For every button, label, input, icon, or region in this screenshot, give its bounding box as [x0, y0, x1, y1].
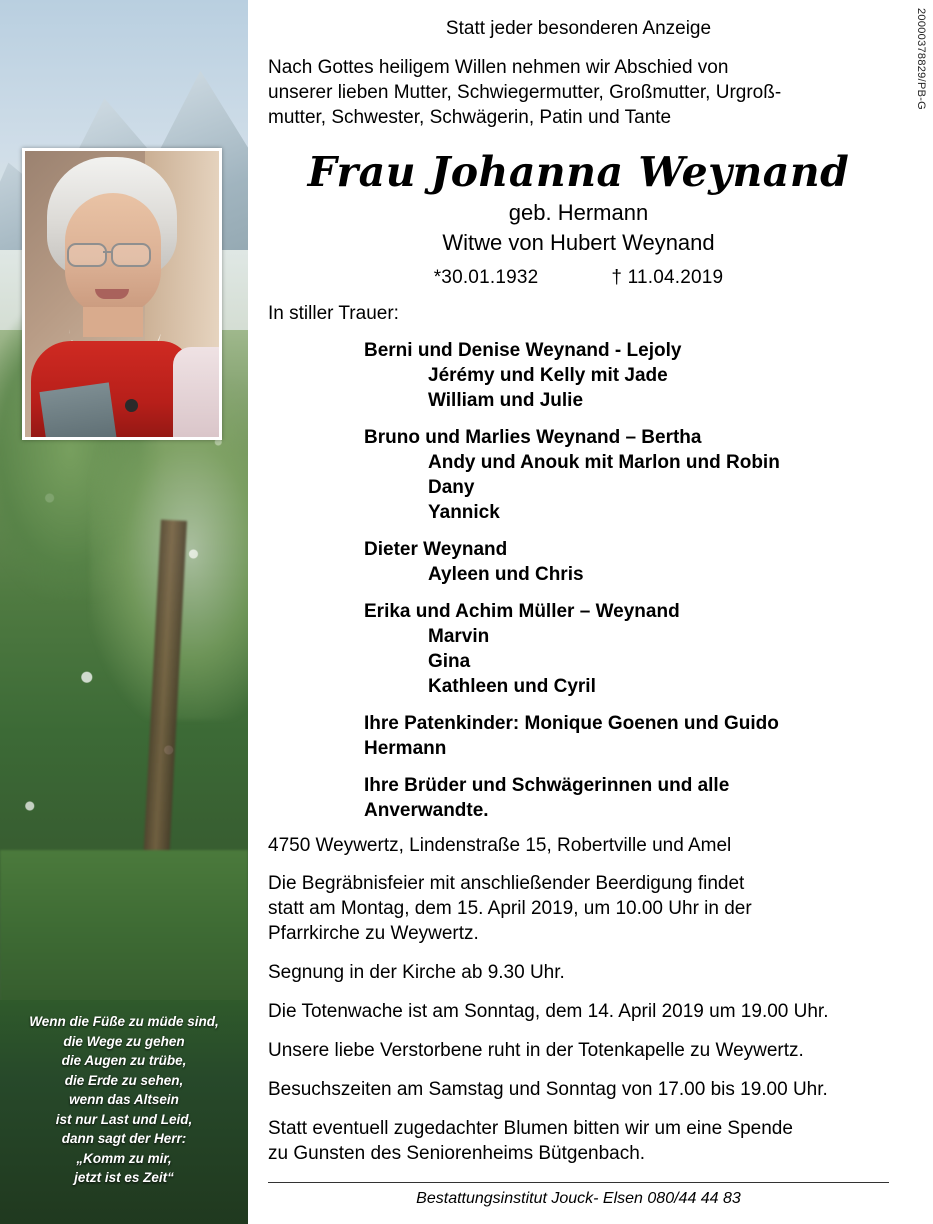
family-sub: Andy und Anouk mit Marlon und Robin	[428, 452, 780, 473]
godchildren-group	[268, 711, 889, 761]
portrait-button	[125, 399, 138, 412]
intro-line-1: Nach Gottes heiligem Willen nehmen wir Abschied von	[268, 57, 729, 78]
funeral-home-footer: Bestattungsinstitut Jouck- Elsen 080/44 44 83	[416, 1190, 741, 1207]
family-sub: Jérémy und Kelly mit Jade	[428, 365, 668, 386]
funeral-line-2: statt am Montag, dem 15. April 2019, um 10.00 Uhr in der	[268, 898, 752, 919]
portrait-mouth	[95, 289, 129, 299]
portrait-photo	[22, 148, 222, 440]
poem-line: „Komm zu mir,	[76, 1150, 172, 1166]
memorial-poem	[0, 1012, 248, 1188]
poem-line: die Erde zu sehen,	[64, 1072, 184, 1088]
donation-info	[268, 1116, 889, 1166]
poem-line: die Augen zu trübe,	[61, 1053, 187, 1068]
deceased-name: Frau Johanna Weynand	[307, 148, 850, 196]
family-sub: Yannick	[428, 502, 500, 523]
family-main: Bruno und Marlies Weynand – Bertha	[364, 427, 702, 448]
blessing-info: Segnung in der Kirche ab 9.30 Uhr.	[268, 962, 565, 983]
family-main: Dieter Weynand	[364, 539, 508, 560]
funeral-line-1: Die Begräbnisfeier mit anschließender Beerdigung findet	[268, 873, 745, 894]
poem-line: ist nur Last und Leid,	[55, 1111, 193, 1127]
poem-line: Wenn die Füße zu müde sind,	[29, 1014, 219, 1029]
family-sub: Dany	[428, 477, 475, 498]
poem-line: wenn das Altsein	[69, 1092, 179, 1107]
relatives-line-1: Ihre Brüder und Schwägerinnen und alle	[364, 775, 730, 796]
family-main: Berni und Denise Weynand - Lejoly	[364, 340, 682, 361]
mourning-heading: In stiller Trauer:	[268, 303, 399, 324]
obituary-text-column	[248, 0, 933, 1224]
chapel-info: Unsere liebe Verstorbene ruht in der Totenkapelle zu Weywertz.	[268, 1040, 804, 1061]
funeral-details	[268, 871, 889, 946]
introduction-text	[268, 55, 889, 130]
intro-line-3: mutter, Schwester, Schwägerin, Patin und Tante	[268, 107, 672, 128]
footer-divider	[268, 1182, 889, 1183]
birth-date: *30.01.1932	[433, 267, 539, 288]
portrait-glasses-left	[67, 243, 107, 267]
relatives-group	[268, 773, 889, 823]
family-group	[268, 599, 889, 699]
family-list	[268, 338, 889, 823]
memorial-photo-column	[0, 0, 248, 1224]
death-date: † 11.04.2019	[611, 267, 724, 288]
godchildren-line-1: Ihre Patenkinder: Monique Goenen und Guido	[364, 713, 779, 734]
intro-line-2: unserer lieben Mutter, Schwiegermutter, Großmutter, Urgroß-	[268, 82, 782, 103]
funeral-line-3: Pfarrkirche zu Weywertz.	[268, 923, 479, 944]
deceased-dates	[268, 267, 889, 289]
deceased-widow-of: Witwe von Hubert Weynand	[442, 230, 715, 255]
poem-line: dann sagt der Herr:	[61, 1131, 187, 1146]
family-group	[268, 338, 889, 413]
relatives-line-2: Anverwandte.	[364, 800, 489, 821]
poem-line: die Wege zu gehen	[63, 1033, 185, 1049]
family-group	[268, 537, 889, 587]
portrait-glasses-bridge	[103, 251, 113, 253]
family-main: Erika und Achim Müller – Weynand	[364, 601, 680, 622]
deceased-maiden-name: geb. Hermann	[508, 200, 649, 225]
family-group	[268, 425, 889, 525]
family-sub: Ayleen und Chris	[428, 564, 584, 585]
donation-line-1: Statt eventuell zugedachter Blumen bitten wir um eine Spende	[268, 1118, 793, 1139]
portrait-collar	[39, 382, 116, 440]
godchildren-line-2: Hermann	[364, 738, 447, 759]
family-sub: Marvin	[428, 626, 490, 647]
portrait-sleeve	[173, 347, 222, 440]
reference-code: 20000378829/PB-G	[915, 8, 927, 111]
poem-line: jetzt ist es Zeit“	[74, 1170, 174, 1185]
announcement-header: Statt jeder besonderen Anzeige	[445, 18, 712, 39]
wake-info: Die Totenwache ist am Sonntag, dem 14. April 2019 um 19.00 Uhr.	[268, 1001, 829, 1022]
family-sub: Gina	[428, 651, 471, 672]
visiting-hours-info: Besuchszeiten am Samstag und Sonntag von 17.00 bis 19.00 Uhr.	[268, 1079, 828, 1100]
family-sub: William und Julie	[428, 390, 584, 411]
donation-line-2: zu Gunsten des Seniorenheims Bütgenbach.	[268, 1143, 646, 1164]
portrait-glasses-right	[111, 243, 151, 267]
family-sub: Kathleen und Cyril	[428, 676, 596, 697]
family-address: 4750 Weywertz, Lindenstraße 15, Robertville und Amel	[268, 835, 732, 856]
